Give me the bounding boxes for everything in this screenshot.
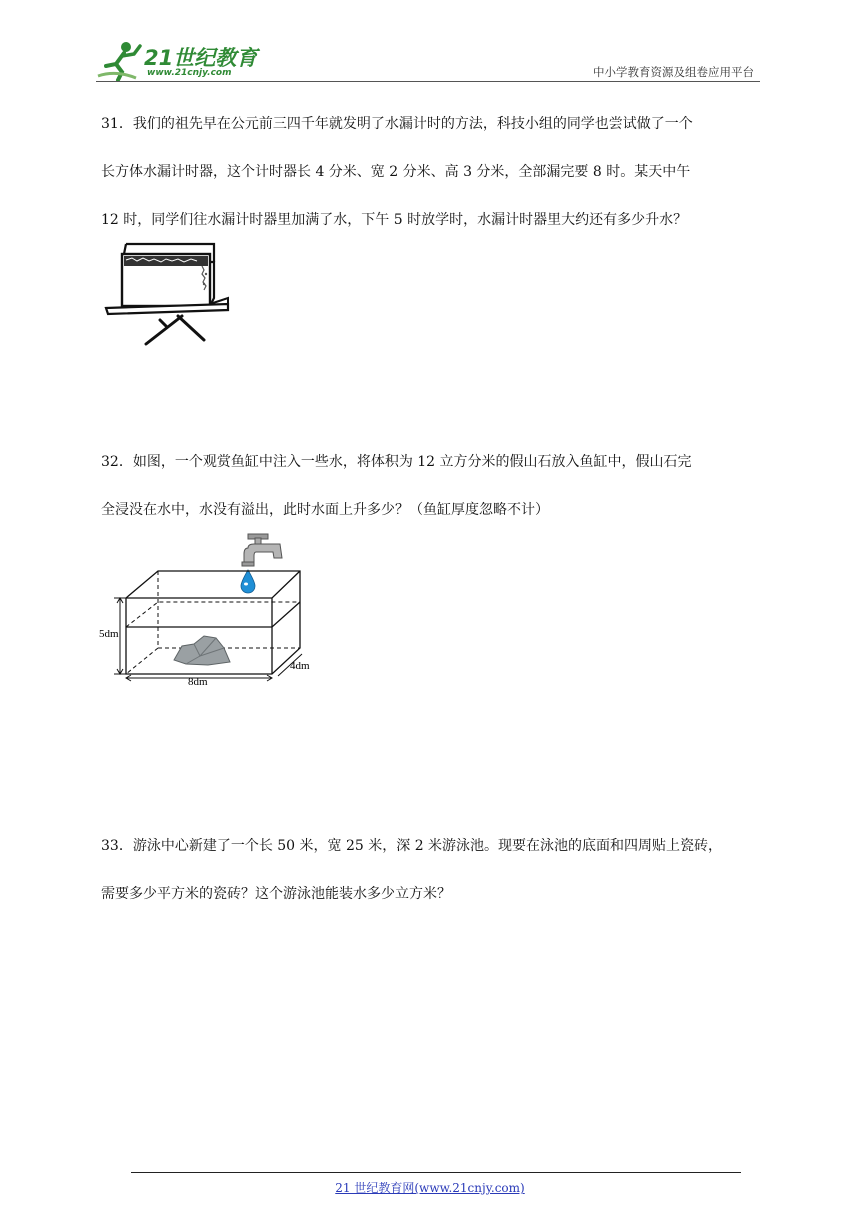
question-31-line-3: 12 时，同学们往水漏计时器里加满了水，下午 5 时放学时，水漏计时器里大约还有多少升水？	[101, 212, 688, 228]
platform-title: 中小学教育资源及组卷应用平台	[593, 65, 754, 79]
question-33	[101, 834, 765, 907]
footer-link[interactable]: 21 世纪教育网(www.21cnjy.com)	[335, 1181, 525, 1195]
question-31	[101, 112, 765, 233]
fish-tank-figure	[98, 528, 322, 688]
header-divider	[96, 81, 760, 82]
question-32-line-2: 全浸没在水中，水没有溢出，此时水面上升多少？（鱼缸厚度忽略不计）	[101, 502, 549, 518]
site-logo[interactable]	[96, 38, 266, 82]
water-drop-icon	[241, 570, 255, 593]
water-clock-figure	[102, 240, 234, 346]
width-label: 4dm	[290, 660, 310, 672]
faucet-icon	[242, 534, 282, 566]
footer-divider	[131, 1172, 741, 1173]
logo-url: www.21cnjy.com	[147, 68, 232, 78]
question-32	[101, 450, 765, 523]
rock-icon	[174, 636, 230, 665]
page-header	[96, 38, 760, 84]
height-label: 5dm	[99, 628, 119, 640]
question-33-line-1: 33．游泳中心新建了一个长 50 米，宽 25 米，深 2 米游泳池。现要在泳池的底面和四周贴上瓷砖，	[101, 838, 723, 854]
question-32-line-1: 32．如图，一个观赏鱼缸中注入一些水，将体积为 12 立方分米的假山石放入鱼缸中，假山石完	[101, 454, 692, 470]
length-label: 8dm	[188, 676, 208, 688]
runner-logo-icon	[96, 40, 144, 82]
question-31-line-1: 31．我们的祖先早在公元前三四千年就发明了水漏计时的方法，科技小组的同学也尝试做了一个	[101, 116, 693, 132]
logo-text: 21世纪教育	[144, 46, 258, 70]
question-33-line-2: 需要多少平方米的瓷砖？这个游泳池能装水多少立方米？	[101, 886, 451, 902]
question-31-line-2: 长方体水漏计时器，这个计时器长 4 分米、宽 2 分米、高 3 分米，全部漏完要 8 时。某天中午	[101, 164, 691, 180]
